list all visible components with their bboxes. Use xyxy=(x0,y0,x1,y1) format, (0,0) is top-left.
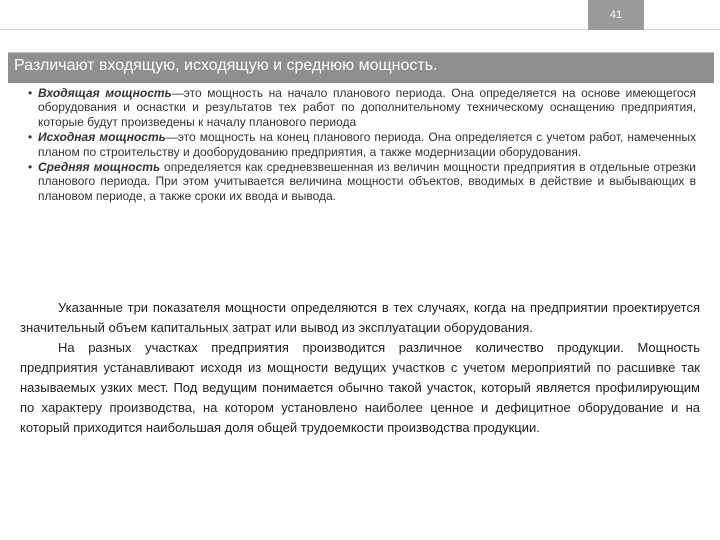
paragraph: Указанные три показателя мощности определяются в тех случаях, когда на предприятии проектируется значительный объем капитальных затрат или вывод из эксплуатации оборудования. xyxy=(20,300,700,335)
bullet-term: Средняя мощность xyxy=(38,160,161,175)
bullet-item-average xyxy=(28,160,696,203)
body-text xyxy=(20,298,700,438)
bullet-text: —это мощность на конец планового периода. Она определяется с учетом работ, намеченных планом по строительству и дооборудованию предприятия, а также модернизации оборудования. xyxy=(38,130,696,159)
bullet-item-outgoing xyxy=(28,130,696,159)
page-number: 41 xyxy=(588,0,644,30)
slide-title: Различают входящую, исходящую и среднюю мощность. xyxy=(14,57,438,74)
bullet-list xyxy=(28,86,696,204)
bullet-text: определяется как средневзвешенная из величин мощности предприятия в отдельные отрезки планового периода. При этом учитывается величина мощности объектов, вводимых в действие и выбывающих в плановом периоде, а также сроки их ввода и вывода. xyxy=(38,160,696,203)
bullet-item-incoming xyxy=(28,86,696,129)
paragraph: На разных участках предприятия производится различное количество продукции. Мощность предприятия устанавливают исходя из мощности ведущих участков с учетом мероприятий по расшивке так называемых узких мест. Под ведущим понимается обычно такой участок, который является профилирующим по характеру производства, на котором установлено наиболее ценное и дефицитное оборудование и на который приходится наибольшая доля общей трудоемкости производства продукции. xyxy=(20,340,700,435)
slide-title-bar xyxy=(8,52,714,83)
bullet-dot-icon: • xyxy=(28,160,33,175)
bullet-dot-icon: • xyxy=(28,130,33,145)
bullet-text: —это мощность на начало планового периода. Она определяется на основе имеющегося оборудования и оснастки и результатов тех работ по дополнительному техническому оснащению предприятия, которые будут произведены к началу планового периода xyxy=(38,86,696,129)
bullet-dot-icon: • xyxy=(28,86,33,100)
top-bar xyxy=(0,0,720,30)
bullet-term: Исходная мощность xyxy=(38,130,166,145)
bullet-term: Входящая мощность xyxy=(38,86,172,100)
